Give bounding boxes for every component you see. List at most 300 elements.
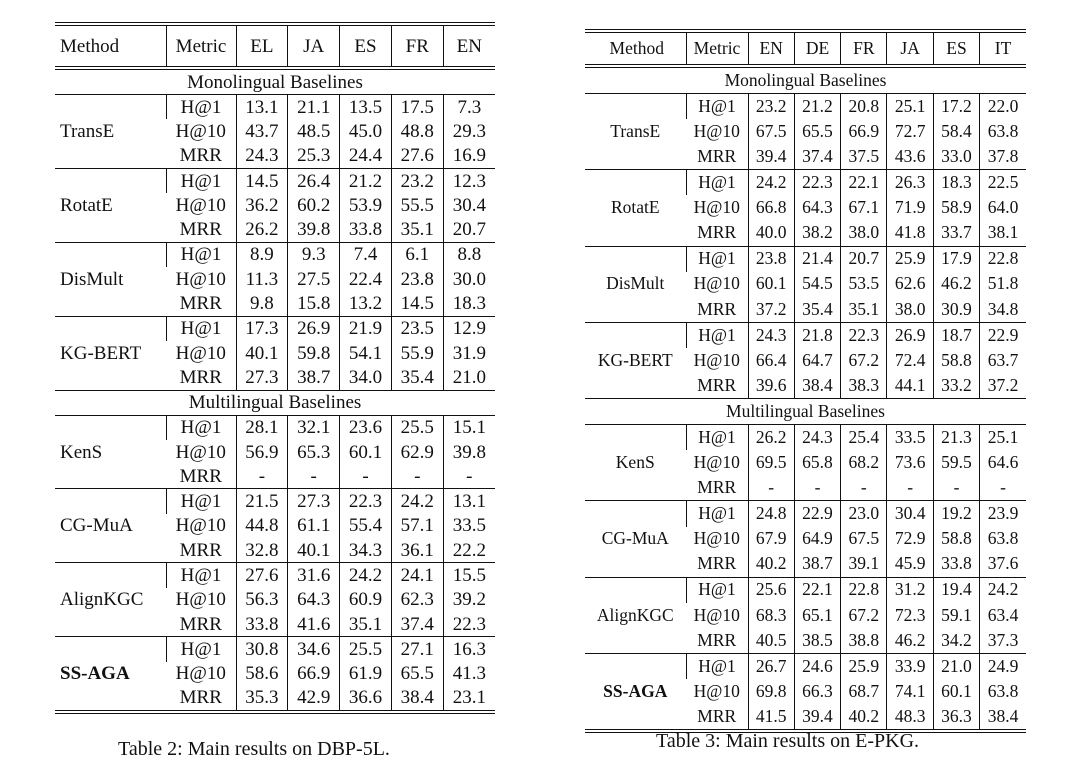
value-cell: -	[794, 475, 840, 501]
value-cell: 37.8	[980, 144, 1026, 170]
value-cell: -	[236, 464, 288, 489]
table-2-wrapper	[55, 22, 495, 714]
value-cell: 7.3	[443, 95, 495, 120]
value-cell: 64.0	[980, 195, 1026, 220]
value-cell: 22.1	[841, 170, 887, 196]
value-cell: 44.1	[887, 373, 933, 399]
value-cell: 20.8	[841, 94, 887, 120]
column-header: Metric	[686, 31, 748, 66]
value-cell: 38.4	[391, 686, 443, 712]
value-cell: 25.5	[391, 415, 443, 440]
value-cell: -	[980, 475, 1026, 501]
value-cell: 16.3	[443, 637, 495, 662]
metric-name: H@1	[686, 425, 748, 451]
value-cell: 40.2	[748, 552, 794, 578]
value-cell: 34.3	[340, 538, 392, 563]
value-cell: 60.1	[933, 679, 979, 704]
metric-name: H@10	[175, 589, 226, 611]
value-cell: 40.1	[288, 538, 340, 563]
value-cell: 15.5	[443, 563, 495, 588]
value-cell: 39.4	[748, 144, 794, 170]
value-cell: 6.1	[391, 242, 443, 267]
value-cell: 26.9	[887, 322, 933, 348]
value-cell: 39.8	[288, 217, 340, 242]
value-cell: 30.0	[443, 267, 495, 291]
value-cell: 23.0	[841, 501, 887, 527]
value-cell: 25.9	[887, 246, 933, 272]
metric-name: MRR	[179, 366, 222, 388]
value-cell: 24.6	[794, 653, 840, 679]
value-cell: 37.4	[794, 144, 840, 170]
value-cell: 7.4	[340, 242, 392, 267]
table-row	[55, 563, 495, 588]
value-cell: 39.6	[748, 373, 794, 399]
metric-name: H@1	[686, 501, 748, 527]
value-cell: 24.8	[748, 501, 794, 527]
method-name: RotatE	[585, 170, 686, 246]
column-header: JA	[887, 31, 933, 66]
value-cell: 59.8	[288, 341, 340, 365]
value-cell: 18.3	[443, 291, 495, 316]
value-cell: 31.9	[443, 341, 495, 365]
value-cell: 53.9	[340, 193, 392, 217]
column-header: Method	[585, 31, 686, 66]
value-cell: 66.9	[841, 119, 887, 144]
value-cell: 64.9	[794, 527, 840, 552]
metric-name: MRR	[179, 539, 222, 561]
metric-name: H@10	[693, 604, 740, 625]
metric-name: H@10	[693, 452, 740, 473]
value-cell: 26.2	[748, 425, 794, 451]
value-cell: 35.1	[391, 217, 443, 242]
value-cell: 38.8	[841, 628, 887, 654]
value-cell: 21.9	[340, 316, 392, 341]
value-cell: 40.1	[236, 341, 288, 365]
metric-name: H@1	[686, 246, 748, 272]
value-cell: 36.1	[391, 538, 443, 563]
value-cell: -	[887, 475, 933, 501]
value-cell: 36.2	[236, 193, 288, 217]
value-cell: 12.3	[443, 168, 495, 193]
value-cell: 25.9	[841, 653, 887, 679]
value-cell: 24.2	[340, 563, 392, 588]
value-cell: 28.1	[236, 415, 288, 440]
value-cell: 24.1	[391, 563, 443, 588]
value-cell: 58.6	[236, 662, 288, 686]
table-row	[585, 577, 1026, 603]
value-cell: 15.8	[288, 291, 340, 316]
value-cell: 58.9	[933, 195, 979, 220]
method-name: TransE	[585, 94, 686, 170]
value-cell: 72.3	[887, 603, 933, 628]
value-cell: 21.3	[933, 425, 979, 451]
value-cell: 39.4	[794, 704, 840, 731]
value-cell: 30.9	[933, 297, 979, 323]
value-cell: 18.3	[933, 170, 979, 196]
metric-name: H@10	[693, 680, 740, 701]
value-cell: 22.3	[340, 489, 392, 514]
table-row	[55, 415, 495, 440]
column-header: EN	[748, 31, 794, 66]
table-row	[55, 168, 495, 193]
value-cell: 23.2	[748, 94, 794, 120]
value-cell: 68.2	[841, 450, 887, 475]
value-cell: 45.9	[887, 552, 933, 578]
metric-name: H@1	[166, 637, 236, 662]
value-cell: 38.5	[794, 628, 840, 654]
value-cell: 23.5	[391, 316, 443, 341]
value-cell: 34.2	[933, 628, 979, 654]
value-cell: -	[748, 475, 794, 501]
value-cell: 34.8	[980, 297, 1026, 323]
value-cell: 27.6	[391, 144, 443, 169]
value-cell: 26.7	[748, 653, 794, 679]
value-cell: 63.8	[980, 527, 1026, 552]
value-cell: 58.4	[933, 119, 979, 144]
value-cell: 21.5	[236, 489, 288, 514]
metric-name: H@10	[693, 528, 740, 549]
value-cell: 66.9	[288, 662, 340, 686]
value-cell: 33.8	[933, 552, 979, 578]
metric-name: MRR	[179, 687, 222, 709]
value-cell: 66.8	[748, 195, 794, 220]
value-cell: 64.3	[288, 588, 340, 612]
table-row	[585, 322, 1026, 348]
value-cell: 62.9	[391, 440, 443, 464]
value-cell: 25.1	[887, 94, 933, 120]
value-cell: -	[391, 464, 443, 489]
metric-name: H@10	[175, 120, 226, 142]
value-cell: 30.8	[236, 637, 288, 662]
value-cell: 9.8	[236, 291, 288, 316]
value-cell: 33.7	[933, 220, 979, 246]
value-cell: 61.1	[288, 514, 340, 538]
value-cell: 41.8	[887, 220, 933, 246]
section-row	[55, 390, 495, 415]
value-cell: 33.5	[443, 514, 495, 538]
value-cell: 55.5	[391, 193, 443, 217]
value-cell: 59.1	[933, 603, 979, 628]
value-cell: 22.3	[794, 170, 840, 196]
value-cell: 26.3	[887, 170, 933, 196]
value-cell: 59.5	[933, 450, 979, 475]
header-row	[55, 24, 495, 68]
metric-name: H@1	[686, 577, 748, 603]
value-cell: 21.1	[288, 95, 340, 120]
value-cell: 35.1	[841, 297, 887, 323]
method-name: AlignKGC	[55, 563, 166, 637]
column-header: Method	[55, 24, 166, 68]
value-cell: 65.5	[391, 662, 443, 686]
value-cell: 68.3	[748, 603, 794, 628]
method-name: SS-AGA	[55, 637, 166, 712]
metric-name: H@1	[166, 563, 236, 588]
metric-name: H@1	[166, 168, 236, 193]
value-cell: 68.7	[841, 679, 887, 704]
metric-name: H@10	[175, 663, 226, 685]
column-header: FR	[841, 31, 887, 66]
value-cell: 20.7	[443, 217, 495, 242]
value-cell: 33.8	[236, 612, 288, 637]
method-name: KG-BERT	[55, 316, 166, 390]
value-cell: 62.6	[887, 272, 933, 297]
metric-name: H@10	[175, 268, 226, 290]
column-header: ES	[340, 24, 392, 68]
table-row	[585, 170, 1026, 196]
section-title: Multilingual Baselines	[585, 399, 1026, 425]
value-cell: 60.1	[340, 440, 392, 464]
value-cell: 22.1	[794, 577, 840, 603]
value-cell: 30.4	[887, 501, 933, 527]
value-cell: 26.9	[288, 316, 340, 341]
value-cell: 74.1	[887, 679, 933, 704]
value-cell: 36.3	[933, 704, 979, 731]
value-cell: 13.1	[236, 95, 288, 120]
value-cell: 22.5	[980, 170, 1026, 196]
value-cell: 33.8	[340, 217, 392, 242]
value-cell: 39.1	[841, 552, 887, 578]
value-cell: 35.1	[340, 612, 392, 637]
value-cell: 63.7	[980, 348, 1026, 373]
value-cell: 56.9	[236, 440, 288, 464]
value-cell: 22.0	[980, 94, 1026, 120]
method-name: CG-MuA	[55, 489, 166, 563]
value-cell: 23.9	[980, 501, 1026, 527]
value-cell: 27.1	[391, 637, 443, 662]
value-cell: 38.7	[288, 365, 340, 390]
metric-name: H@1	[686, 170, 748, 196]
value-cell: 22.3	[841, 322, 887, 348]
value-cell: 33.5	[887, 425, 933, 451]
value-cell: 38.3	[841, 373, 887, 399]
value-cell: 24.2	[391, 489, 443, 514]
value-cell: 23.2	[391, 168, 443, 193]
table-3-caption: Table 3: Main results on E-PKG.	[656, 730, 920, 752]
value-cell: 27.6	[236, 563, 288, 588]
value-cell: 32.1	[288, 415, 340, 440]
value-cell: 33.0	[933, 144, 979, 170]
metric-name: H@10	[693, 349, 740, 370]
column-header: ES	[933, 31, 979, 66]
value-cell: 67.2	[841, 603, 887, 628]
header-row	[585, 31, 1026, 66]
section-title: Monolingual Baselines	[585, 66, 1026, 94]
value-cell: 69.8	[748, 679, 794, 704]
value-cell: 55.4	[340, 514, 392, 538]
value-cell: 34.6	[288, 637, 340, 662]
metric-name: H@1	[686, 322, 748, 348]
value-cell: 37.2	[748, 297, 794, 323]
table-row	[55, 95, 495, 120]
value-cell: 8.9	[236, 242, 288, 267]
value-cell: 38.0	[887, 297, 933, 323]
value-cell: 21.0	[443, 365, 495, 390]
value-cell: 38.1	[980, 220, 1026, 246]
value-cell: 25.1	[980, 425, 1026, 451]
value-cell: 48.5	[288, 119, 340, 143]
value-cell: 27.5	[288, 267, 340, 291]
value-cell: 21.2	[794, 94, 840, 120]
value-cell: 21.4	[794, 246, 840, 272]
value-cell: 21.0	[933, 653, 979, 679]
table-row	[585, 501, 1026, 527]
value-cell: 24.4	[340, 144, 392, 169]
value-cell: 22.2	[443, 538, 495, 563]
metric-name: MRR	[697, 553, 737, 574]
value-cell: 64.6	[980, 450, 1026, 475]
value-cell: 66.3	[794, 679, 840, 704]
table-header	[585, 31, 1026, 66]
value-cell: 67.5	[841, 527, 887, 552]
value-cell: 31.6	[288, 563, 340, 588]
value-cell: -	[340, 464, 392, 489]
value-cell: 25.3	[288, 144, 340, 169]
value-cell: 72.4	[887, 348, 933, 373]
value-cell: 14.5	[391, 291, 443, 316]
method-name: DisMult	[585, 246, 686, 322]
value-cell: 42.9	[288, 686, 340, 712]
value-cell: 17.2	[933, 94, 979, 120]
value-cell: -	[841, 475, 887, 501]
value-cell: 26.2	[236, 217, 288, 242]
table-row	[55, 242, 495, 267]
metric-name: H@1	[166, 242, 236, 267]
value-cell: 13.2	[340, 291, 392, 316]
value-cell: 72.7	[887, 119, 933, 144]
metric-name: H@1	[166, 316, 236, 341]
value-cell: 24.2	[980, 577, 1026, 603]
value-cell: 43.7	[236, 119, 288, 143]
method-name: DisMult	[55, 242, 166, 316]
value-cell: 67.5	[748, 119, 794, 144]
section-row	[585, 399, 1026, 425]
value-cell: 37.2	[980, 373, 1026, 399]
value-cell: 38.0	[841, 220, 887, 246]
value-cell: 29.3	[443, 119, 495, 143]
value-cell: 45.0	[340, 119, 392, 143]
metric-name: H@10	[175, 441, 226, 463]
metric-name: H@1	[686, 94, 748, 120]
column-header: DE	[794, 31, 840, 66]
value-cell: 67.2	[841, 348, 887, 373]
method-name: AlignKGC	[585, 577, 686, 653]
metric-name: H@1	[686, 653, 748, 679]
value-cell: 17.5	[391, 95, 443, 120]
value-cell: 22.8	[980, 246, 1026, 272]
value-cell: 20.7	[841, 246, 887, 272]
value-cell: 67.9	[748, 527, 794, 552]
value-cell: 17.9	[933, 246, 979, 272]
value-cell: 22.4	[340, 267, 392, 291]
value-cell: 67.1	[841, 195, 887, 220]
value-cell: 37.3	[980, 628, 1026, 654]
value-cell: 16.9	[443, 144, 495, 169]
section-row	[55, 68, 495, 95]
value-cell: 22.3	[443, 612, 495, 637]
value-cell: 38.2	[794, 220, 840, 246]
value-cell: 34.0	[340, 365, 392, 390]
column-header: EL	[236, 24, 288, 68]
value-cell: 37.6	[980, 552, 1026, 578]
table-row	[55, 637, 495, 662]
table-header	[55, 24, 495, 68]
table-body	[585, 66, 1026, 731]
metric-name: MRR	[179, 219, 222, 241]
value-cell: 66.4	[748, 348, 794, 373]
value-cell: 30.4	[443, 193, 495, 217]
metric-name: H@10	[693, 120, 740, 141]
value-cell: 35.3	[236, 686, 288, 712]
value-cell: 63.8	[980, 119, 1026, 144]
value-cell: 27.3	[288, 489, 340, 514]
value-cell: 40.5	[748, 628, 794, 654]
value-cell: 57.1	[391, 514, 443, 538]
section-title: Multilingual Baselines	[55, 390, 495, 415]
value-cell: 41.5	[748, 704, 794, 731]
value-cell: 41.3	[443, 662, 495, 686]
value-cell: 21.8	[794, 322, 840, 348]
value-cell: 65.8	[794, 450, 840, 475]
metric-name: MRR	[697, 705, 737, 726]
metric-name: MRR	[697, 629, 737, 650]
value-cell: 51.8	[980, 272, 1026, 297]
method-name: KG-BERT	[585, 322, 686, 398]
metric-name: MRR	[179, 145, 222, 167]
table-row	[585, 425, 1026, 451]
value-cell: 65.5	[794, 119, 840, 144]
value-cell: 22.9	[980, 322, 1026, 348]
metric-name: MRR	[697, 374, 737, 395]
value-cell: 21.2	[340, 168, 392, 193]
value-cell: 23.8	[391, 267, 443, 291]
value-cell: 72.9	[887, 527, 933, 552]
value-cell: 60.1	[748, 272, 794, 297]
value-cell: 63.4	[980, 603, 1026, 628]
metric-name: H@1	[166, 489, 236, 514]
value-cell: -	[933, 475, 979, 501]
metric-name: H@10	[693, 197, 740, 218]
value-cell: 65.1	[794, 603, 840, 628]
value-cell: 39.2	[443, 588, 495, 612]
table-row	[55, 316, 495, 341]
metric-name: H@10	[175, 515, 226, 537]
method-name: RotatE	[55, 168, 166, 242]
table-body	[55, 68, 495, 712]
value-cell: 73.6	[887, 450, 933, 475]
value-cell: 38.4	[980, 704, 1026, 731]
value-cell: 36.6	[340, 686, 392, 712]
value-cell: -	[443, 464, 495, 489]
value-cell: 65.3	[288, 440, 340, 464]
value-cell: 23.1	[443, 686, 495, 712]
metric-name: H@10	[693, 273, 740, 294]
table-row	[585, 653, 1026, 679]
table-row	[585, 246, 1026, 272]
value-cell: 25.5	[340, 637, 392, 662]
value-cell: 23.6	[340, 415, 392, 440]
value-cell: 54.1	[340, 341, 392, 365]
table-row	[55, 489, 495, 514]
value-cell: 17.3	[236, 316, 288, 341]
value-cell: 55.9	[391, 341, 443, 365]
value-cell: 33.2	[933, 373, 979, 399]
metric-name: H@10	[175, 342, 226, 364]
value-cell: 12.9	[443, 316, 495, 341]
value-cell: 40.0	[748, 220, 794, 246]
value-cell: 56.3	[236, 588, 288, 612]
method-name: SS-AGA	[585, 653, 686, 731]
metric-name: MRR	[179, 465, 222, 487]
